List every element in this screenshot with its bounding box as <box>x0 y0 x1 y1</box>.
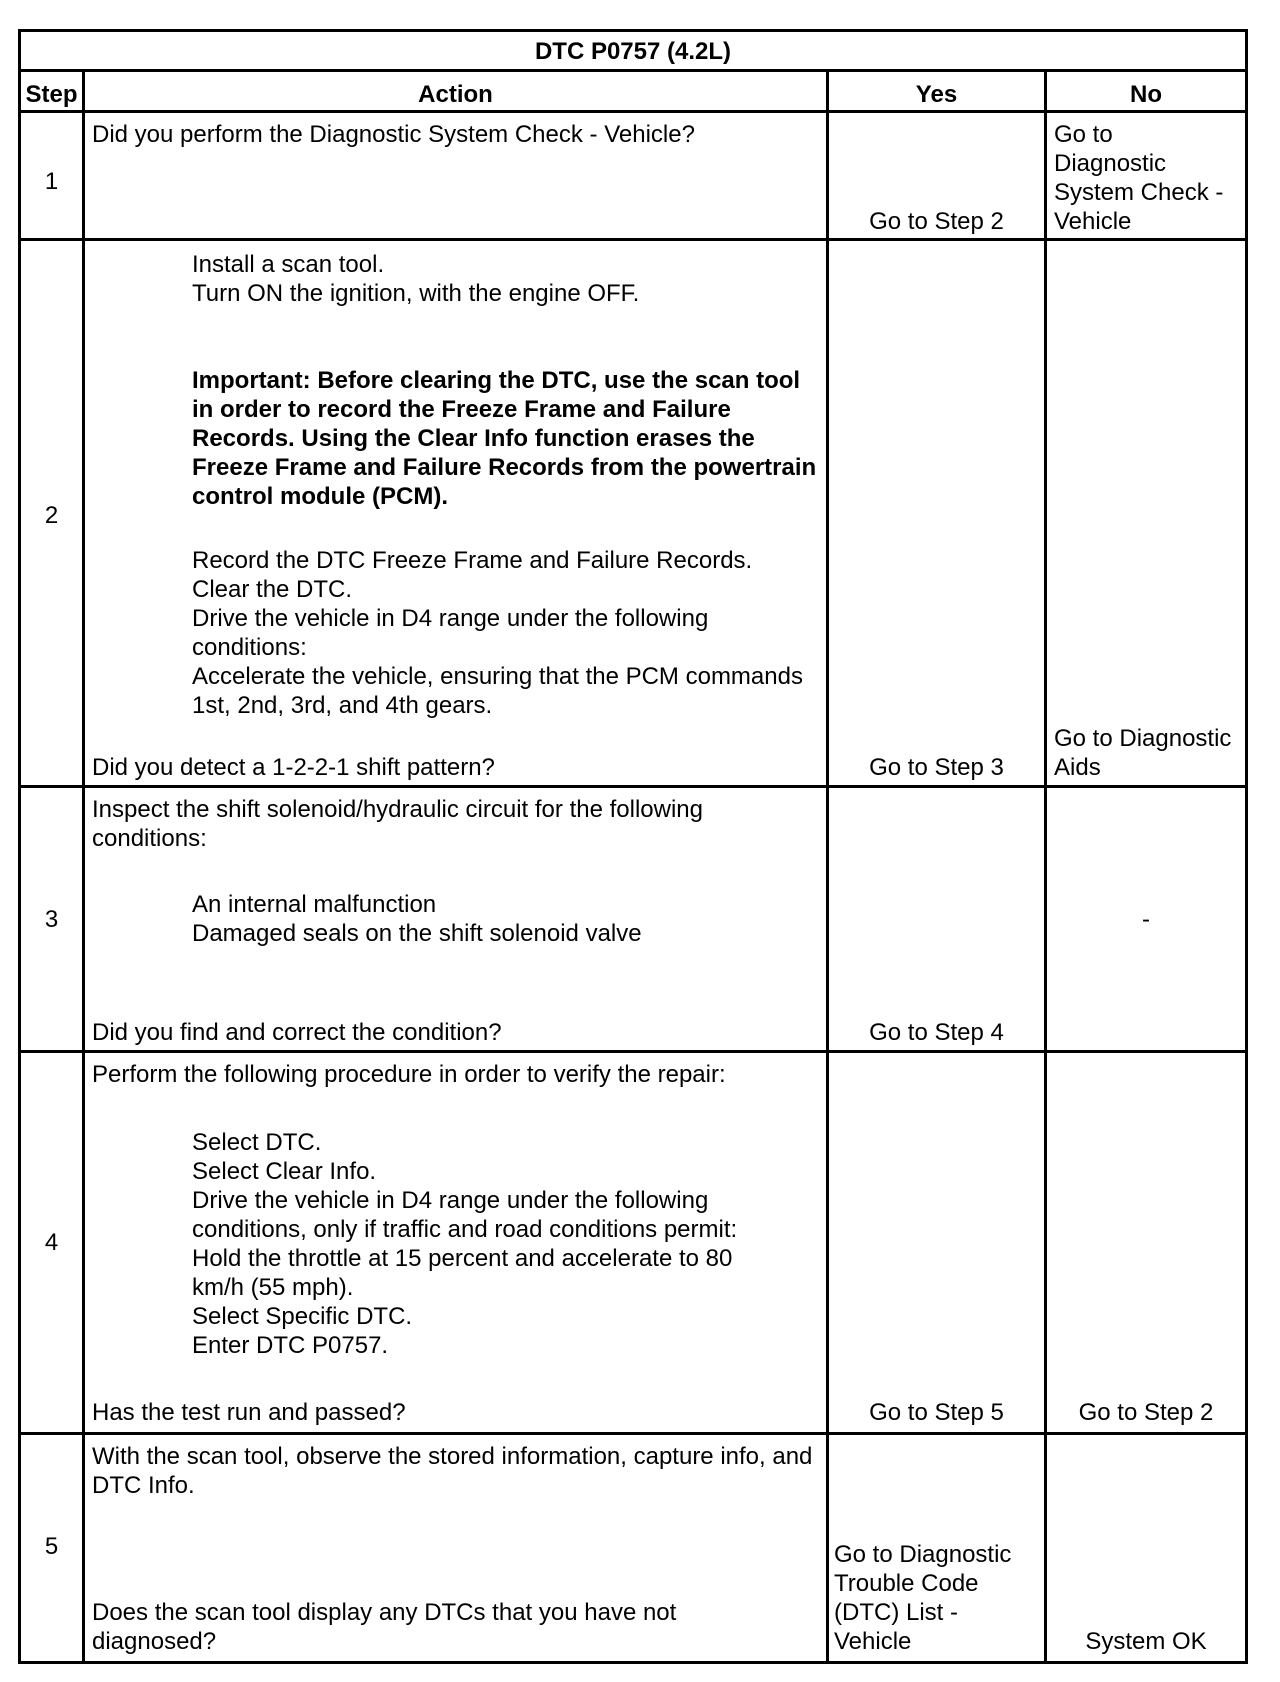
no-cell <box>1047 1435 1245 1661</box>
yes-link[interactable]: Go to Diagnostic Trouble Code (DTC) List - Vehicle <box>834 1541 1012 1655</box>
action-step: Enter DTC P0757. <box>192 1332 389 1359</box>
action-step: Damaged seals on the shift solenoid valve <box>192 920 642 947</box>
action-step: Select DTC. <box>192 1129 322 1156</box>
action-cell <box>85 1435 826 1661</box>
step-number: 2 <box>44 502 59 529</box>
header-no: No <box>1130 81 1162 108</box>
important-note: Important: Before clearing the DTC, use the scan tool in order to record the Freeze Frame and Failure Records. Using the Clear Info function erases the Freeze Frame and Failure Records from the powertrain control module (PCM). <box>192 367 817 510</box>
action-step: Clear the DTC. <box>192 576 353 603</box>
yes-link[interactable]: Go to Step 4 <box>869 1019 1004 1046</box>
action-cell <box>85 113 826 238</box>
no-link[interactable]: Go to Diagnostic System Check - Vehicle <box>1054 121 1224 235</box>
no-cell <box>1047 241 1245 785</box>
action-step: Hold the throttle at 15 percent and accelerate to 80 km/h (55 mph). <box>192 1245 733 1301</box>
table-border-bottom <box>18 1661 1248 1664</box>
rule-title <box>18 69 1248 72</box>
no-cell <box>1047 113 1245 238</box>
no-link[interactable]: Go to Step 2 <box>1078 1399 1214 1426</box>
action-steps <box>192 250 818 308</box>
action-steps <box>192 890 818 948</box>
question-text: Did you find and correct the condition? <box>92 1019 502 1046</box>
step-number: 4 <box>44 1229 59 1256</box>
question-text: Has the test run and passed? <box>92 1399 406 1426</box>
table-title: DTC P0757 (4.2L) <box>534 38 732 65</box>
step-number: 3 <box>44 906 59 933</box>
action-text: With the scan tool, observe the stored information, capture info, and DTC Info. <box>92 1443 813 1499</box>
yes-cell <box>829 1053 1044 1432</box>
action-cell <box>85 241 826 785</box>
table-border-right <box>1245 29 1248 1664</box>
yes-link[interactable]: Go to Step 3 <box>869 754 1004 781</box>
yes-link[interactable]: Go to Step 2 <box>869 208 1004 235</box>
action-step: Turn ON the ignition, with the engine OFF. <box>192 280 640 307</box>
action-cell <box>85 788 826 1050</box>
question-text: Does the scan tool display any DTCs that you have not diagnosed? <box>92 1599 677 1655</box>
yes-link[interactable]: Go to Step 5 <box>869 1399 1004 1426</box>
action-step: Select Specific DTC. <box>192 1303 413 1330</box>
action-step: Select Clear Info. <box>192 1158 377 1185</box>
step-number: 5 <box>44 1533 59 1560</box>
yes-cell <box>829 1435 1044 1661</box>
yes-cell <box>829 113 1044 238</box>
no-value: System OK <box>1085 1628 1207 1655</box>
no-value: - <box>1142 906 1150 933</box>
question-text: Did you detect a 1-2-2-1 shift pattern? <box>92 754 495 781</box>
action-text: Perform the following procedure in order to verify the repair: <box>92 1061 726 1088</box>
header-action: Action <box>418 81 493 108</box>
no-cell <box>1047 1053 1245 1432</box>
no-link[interactable]: Go to Diagnostic Aids <box>1054 725 1232 781</box>
header-step: Step <box>25 81 78 108</box>
header-yes: Yes <box>915 81 958 108</box>
action-steps <box>192 1128 786 1360</box>
action-step: Drive the vehicle in D4 range under the following conditions: <box>192 605 709 661</box>
action-steps <box>192 546 818 720</box>
table-border-left <box>18 29 21 1664</box>
action-step: Drive the vehicle in D4 range under the following conditions, only if traffic and road conditions permit: <box>192 1187 738 1243</box>
action-step: An internal malfunction <box>192 891 437 918</box>
action-text: Did you perform the Diagnostic System Check - Vehicle? <box>92 121 695 148</box>
step-number: 1 <box>44 168 59 195</box>
action-cell <box>85 1053 826 1432</box>
no-cell <box>1047 788 1245 1050</box>
action-text: Inspect the shift solenoid/hydraulic circuit for the following conditions: <box>92 796 703 852</box>
yes-cell <box>829 788 1044 1050</box>
table-border-top <box>18 29 1248 32</box>
action-step: Record the DTC Freeze Frame and Failure Records. <box>192 547 753 574</box>
dtc-table <box>18 29 1248 1664</box>
action-step: Install a scan tool. <box>192 251 385 278</box>
yes-cell <box>829 241 1044 785</box>
action-step: Accelerate the vehicle, ensuring that the PCM commands 1st, 2nd, 3rd, and 4th gears. <box>192 663 803 719</box>
